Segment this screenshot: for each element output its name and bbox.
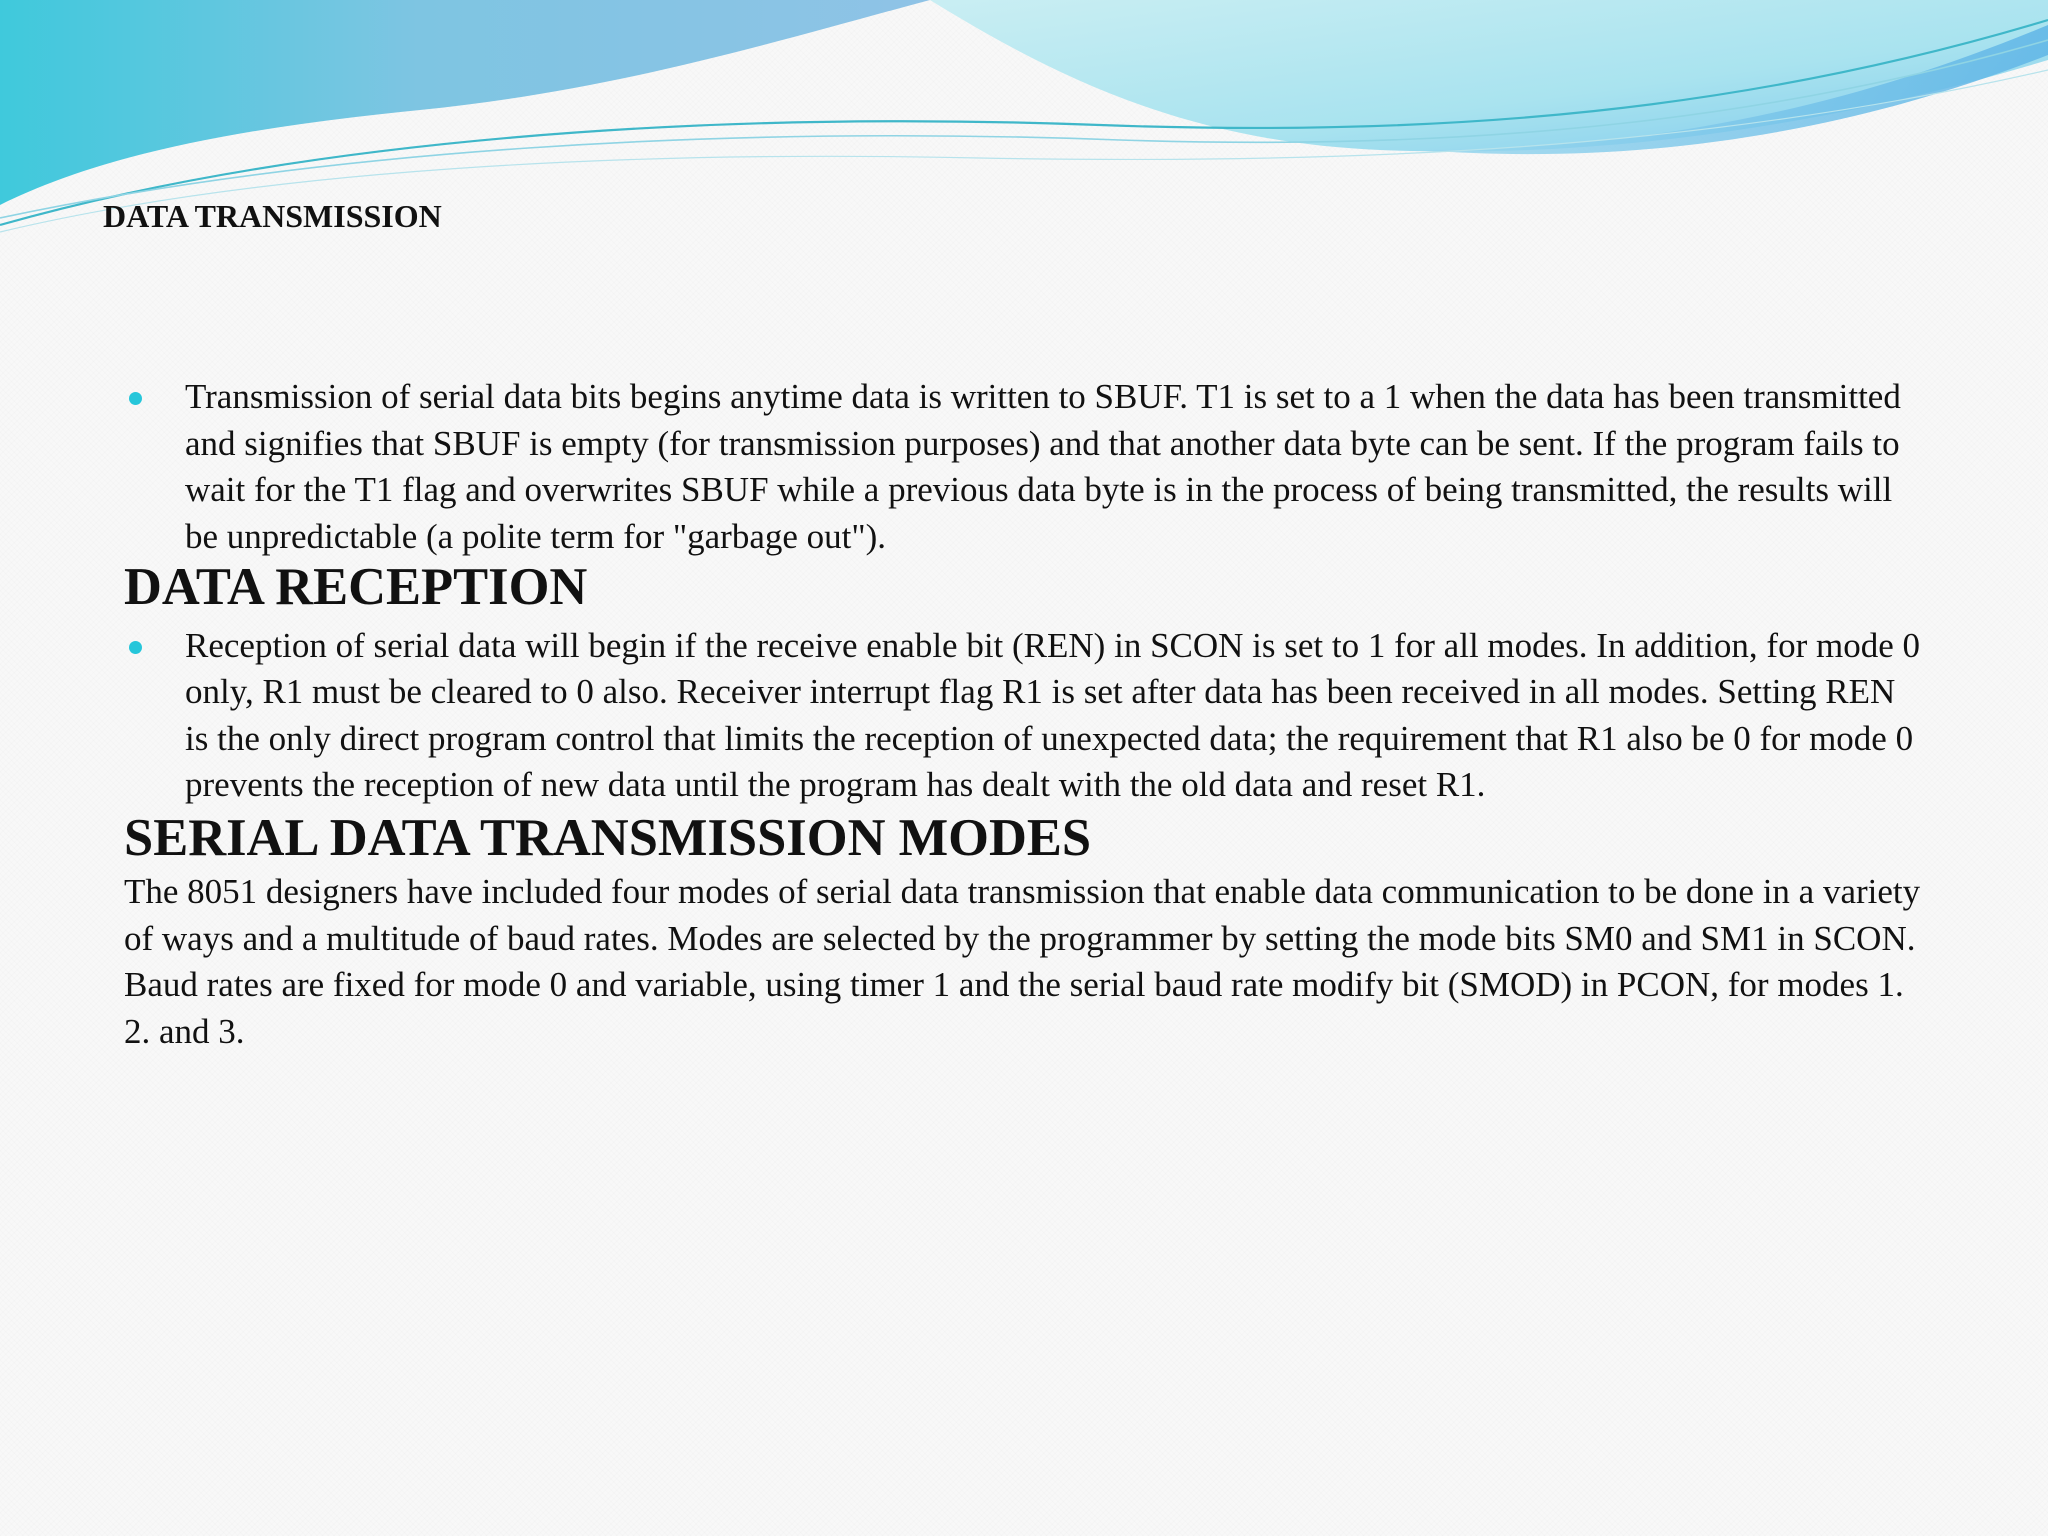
bullet-dot-icon xyxy=(129,641,142,654)
bullet-dot-icon xyxy=(129,392,142,405)
slide-content xyxy=(124,374,1924,1055)
heading-data-reception: DATA RECEPTION xyxy=(124,558,588,616)
heading-transmission-modes: SERIAL DATA TRANSMISSION MODES xyxy=(124,808,1092,867)
bullet-reception-text: Reception of serial data will begin if the receive enable bit (REN) in SCON is set to 1 for all modes. In addition, for mode 0 only, R1 must be cleared to 0 also. Receiver interrupt flag R1 is set after data has been received in all modes. Setting REN is the only direct program control that limits the reception of unexpected data; the requirement that R1 also be 0 for mode 0 prevents the reception of new data until the program has dealt with the old data and reset R1. xyxy=(185,625,1920,804)
slide-title: DATA TRANSMISSION xyxy=(103,198,442,234)
wave-left-band xyxy=(0,0,930,205)
bullet-transmission xyxy=(124,374,1924,560)
wave-right-band xyxy=(930,0,2048,152)
bullet-transmission-text: Transmission of serial data bits begins anytime data is written to SBUF. T1 is set to a 1 when the data has been transmitted and signifies that SBUF is empty (for transmission purposes) and that another data byte can be sent. If the program fails to wait for the T1 flag and overwrites SBUF while a previous data byte is in the process of being transmitted, the results will be unpredictable (a polite term for "garbage out"). xyxy=(185,377,1901,556)
bullet-reception xyxy=(124,623,1924,809)
paragraph-transmission-modes: The 8051 designers have included four modes of serial data transmission that enable data communication to be done in a variety of ways and a multitude of baud rates. Modes are selected by the programmer by setting the mode bits SM0 and SM1 in SCON. Baud rates are fixed for mode 0 and variable, using timer 1 and the serial baud rate modify bit (SMOD) in PCON, for modes 1. 2. and 3. xyxy=(124,872,1921,1051)
